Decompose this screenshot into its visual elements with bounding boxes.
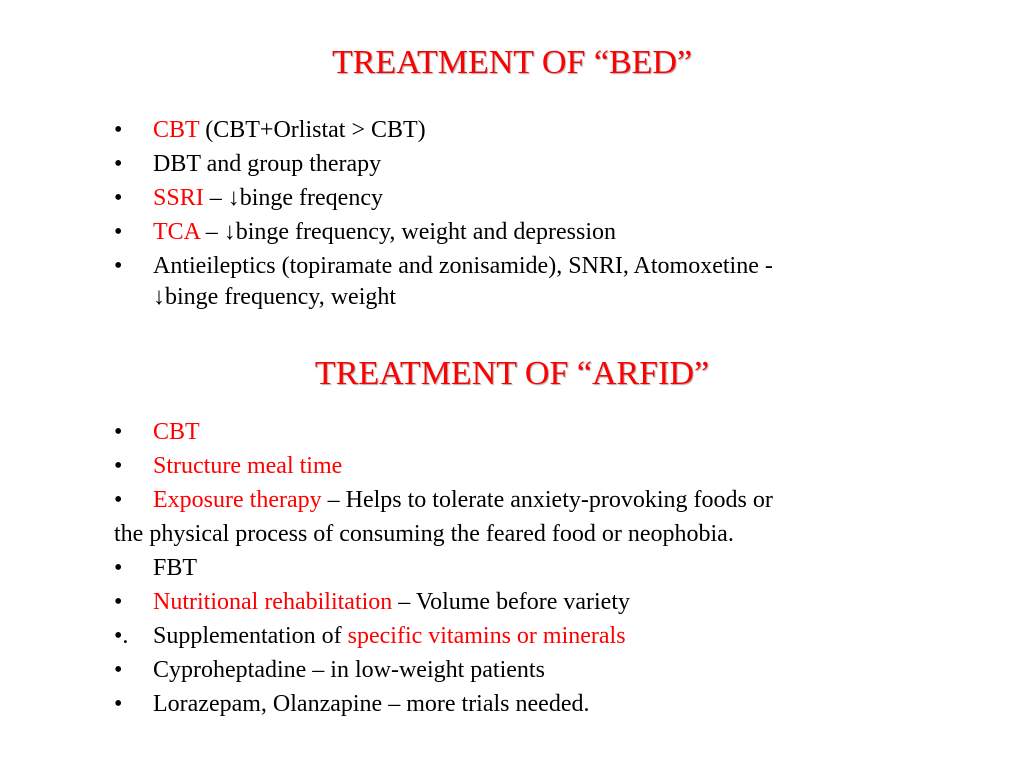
item-text: Supplementation of (153, 623, 348, 649)
list-item-continuation: the physical process of consuming the feared food or neophobia. (114, 521, 734, 547)
list-item (0, 415, 1024, 449)
bullet-icon: • (114, 487, 123, 513)
bullet-icon: • (114, 419, 123, 445)
item-highlight: Exposure therapy (153, 487, 322, 513)
bed-treatment-list (0, 113, 1024, 311)
item-text: – Volume before variety (392, 589, 630, 615)
item-text: DBT and group therapy (153, 151, 382, 177)
bullet-icon: • (114, 185, 123, 211)
item-text: Cyproheptadine – in low-weight patients (153, 657, 545, 683)
item-text: – ↓binge freqency (203, 185, 383, 211)
bullet-icon: • (114, 691, 123, 717)
item-text-continued: ↓binge frequency, weight (153, 284, 397, 310)
bullet-icon: • (114, 253, 123, 279)
list-item (0, 483, 1024, 517)
item-text: FBT (153, 555, 198, 581)
item-highlight: Nutritional rehabilitation (153, 589, 393, 615)
item-highlight: CBT (153, 117, 200, 143)
bullet-icon: • (114, 219, 123, 245)
item-text: – Helps to tolerate anxiety-provoking foods or (321, 487, 773, 513)
bed-heading: TREATMENT OF “BED” (331, 44, 693, 81)
list-item (0, 687, 1024, 721)
bullet-icon: • (114, 555, 123, 581)
bullet-icon: • (114, 589, 123, 615)
bullet-icon: • (114, 657, 123, 683)
item-highlight: specific vitamins or minerals (347, 623, 626, 649)
item-highlight: SSRI (153, 185, 204, 211)
list-item (0, 249, 1024, 311)
list-item (0, 585, 1024, 619)
list-item (0, 181, 1024, 215)
bullet-icon: • (114, 453, 123, 479)
list-item (0, 113, 1024, 147)
bullet-icon: • (114, 117, 123, 143)
item-text: (CBT+Orlistat > CBT) (199, 117, 426, 143)
bullet-icon: • (114, 151, 123, 177)
list-item (0, 551, 1024, 585)
list-item (0, 619, 1024, 653)
item-highlight: TCA (153, 219, 200, 245)
list-item (0, 653, 1024, 687)
item-text: Antieileptics (topiramate and zonisamide), SNRI, Atomoxetine - (153, 253, 773, 279)
item-text: Lorazepam, Olanzapine – more trials needed. (153, 691, 590, 717)
item-highlight: CBT (153, 419, 200, 445)
list-item (0, 147, 1024, 181)
list-item (0, 215, 1024, 249)
arfid-heading: TREATMENT OF “ARFID” (314, 355, 710, 392)
list-item (0, 449, 1024, 483)
item-text: – ↓binge frequency, weight and depression (199, 219, 617, 245)
arfid-treatment-list (0, 415, 1024, 721)
item-highlight: Structure meal time (153, 453, 343, 479)
bullet-icon: •. (114, 623, 129, 649)
